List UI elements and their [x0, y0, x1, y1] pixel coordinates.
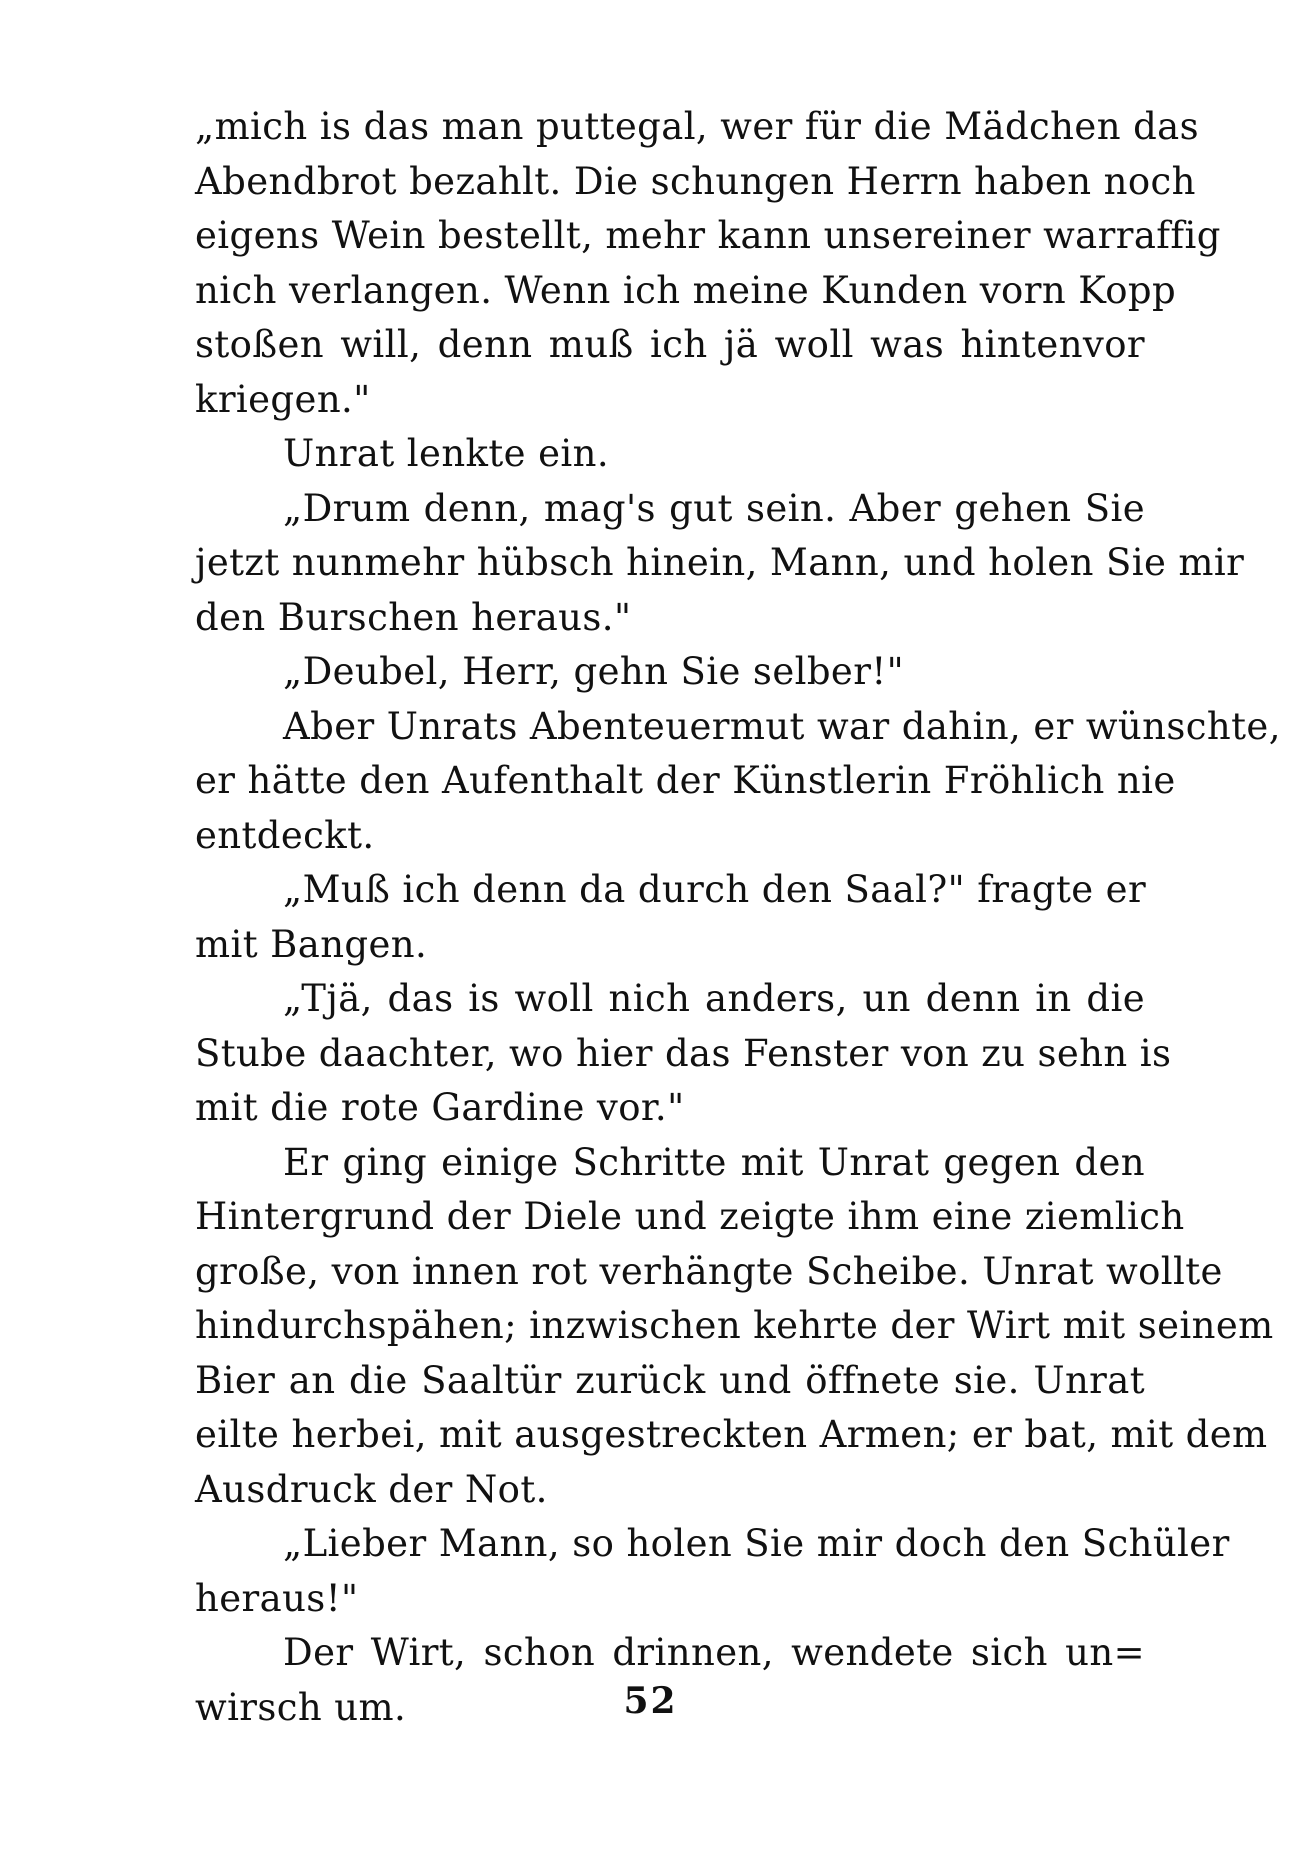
text-line: kriegen." [195, 377, 371, 421]
text-line: mit Bangen. [195, 922, 428, 966]
text-line: Abendbrot bezahlt. Die schungen Herrn haben noch [195, 159, 1196, 203]
text-line: stoßen will, denn muß ich jä woll was hintenvor [195, 323, 1145, 366]
text-line: Stube daachter, wo hier das Fenster von zu sehn is [195, 1031, 1172, 1075]
text-line: Der Wirt, schon drinnen, wendete sich un= [283, 1631, 1145, 1674]
text-line: „Deubel, Herr, gehn Sie selber!" [283, 650, 905, 693]
text-line: heraus!" [195, 1576, 359, 1620]
text-line: hindurchspähen; inzwischen kehrte der Wirt mit seinem [195, 1304, 1274, 1347]
text-line: jetzt nunmehr hübsch hinein, Mann, und holen Sie mir [195, 541, 1245, 584]
text-line: „Lieber Mann, so holen Sie mir doch den Schüler [283, 1522, 1230, 1565]
text-line: Bier an die Saaltür zurück und öffnete sie. Unrat [195, 1358, 1145, 1402]
text-line: Aber Unrats Abenteuermut war dahin, er wünschte, [283, 704, 1281, 748]
text-line: den Burschen heraus." [195, 595, 632, 639]
text-line: „Drum denn, mag's gut sein. Aber gehen Sie [283, 486, 1145, 530]
text-line: „Muß ich denn da durch den Saal?" fragte er [283, 868, 1147, 911]
text-line: nich verlangen. Wenn ich meine Kunden vorn Kopp [195, 268, 1177, 312]
body-text [195, 100, 1281, 1735]
text-line: Er ging einige Schritte mit Unrat gegen den [283, 1140, 1145, 1184]
text-line: Hintergrund der Diele und zeigte ihm eine ziemlich [195, 1195, 1185, 1238]
text-line: wirsch um. [195, 1685, 407, 1729]
text-line: Unrat lenkte ein. [283, 432, 610, 475]
text-line: „mich is das man puttegal, wer für die Mädchen das [195, 105, 1200, 148]
text-line: „Tjä, das is woll nich anders, un denn in die [283, 977, 1145, 1020]
text-line: entdeckt. [195, 813, 375, 857]
text-line: Ausdruck der Not. [195, 1467, 548, 1511]
text-line: er hätte den Aufenthalt der Künstlerin Fröhlich nie [195, 759, 1176, 802]
text-line: mit die rote Gardine vor." [195, 1086, 685, 1129]
page-number: 52 [623, 1680, 678, 1722]
text-line: eigens Wein bestellt, mehr kann unsereiner warraffig [195, 214, 1221, 257]
text-line: eilte herbei, mit ausgestreckten Armen; er bat, mit dem [195, 1413, 1268, 1456]
text-line: große, von innen rot verhängte Scheibe. Unrat wollte [195, 1249, 1223, 1293]
